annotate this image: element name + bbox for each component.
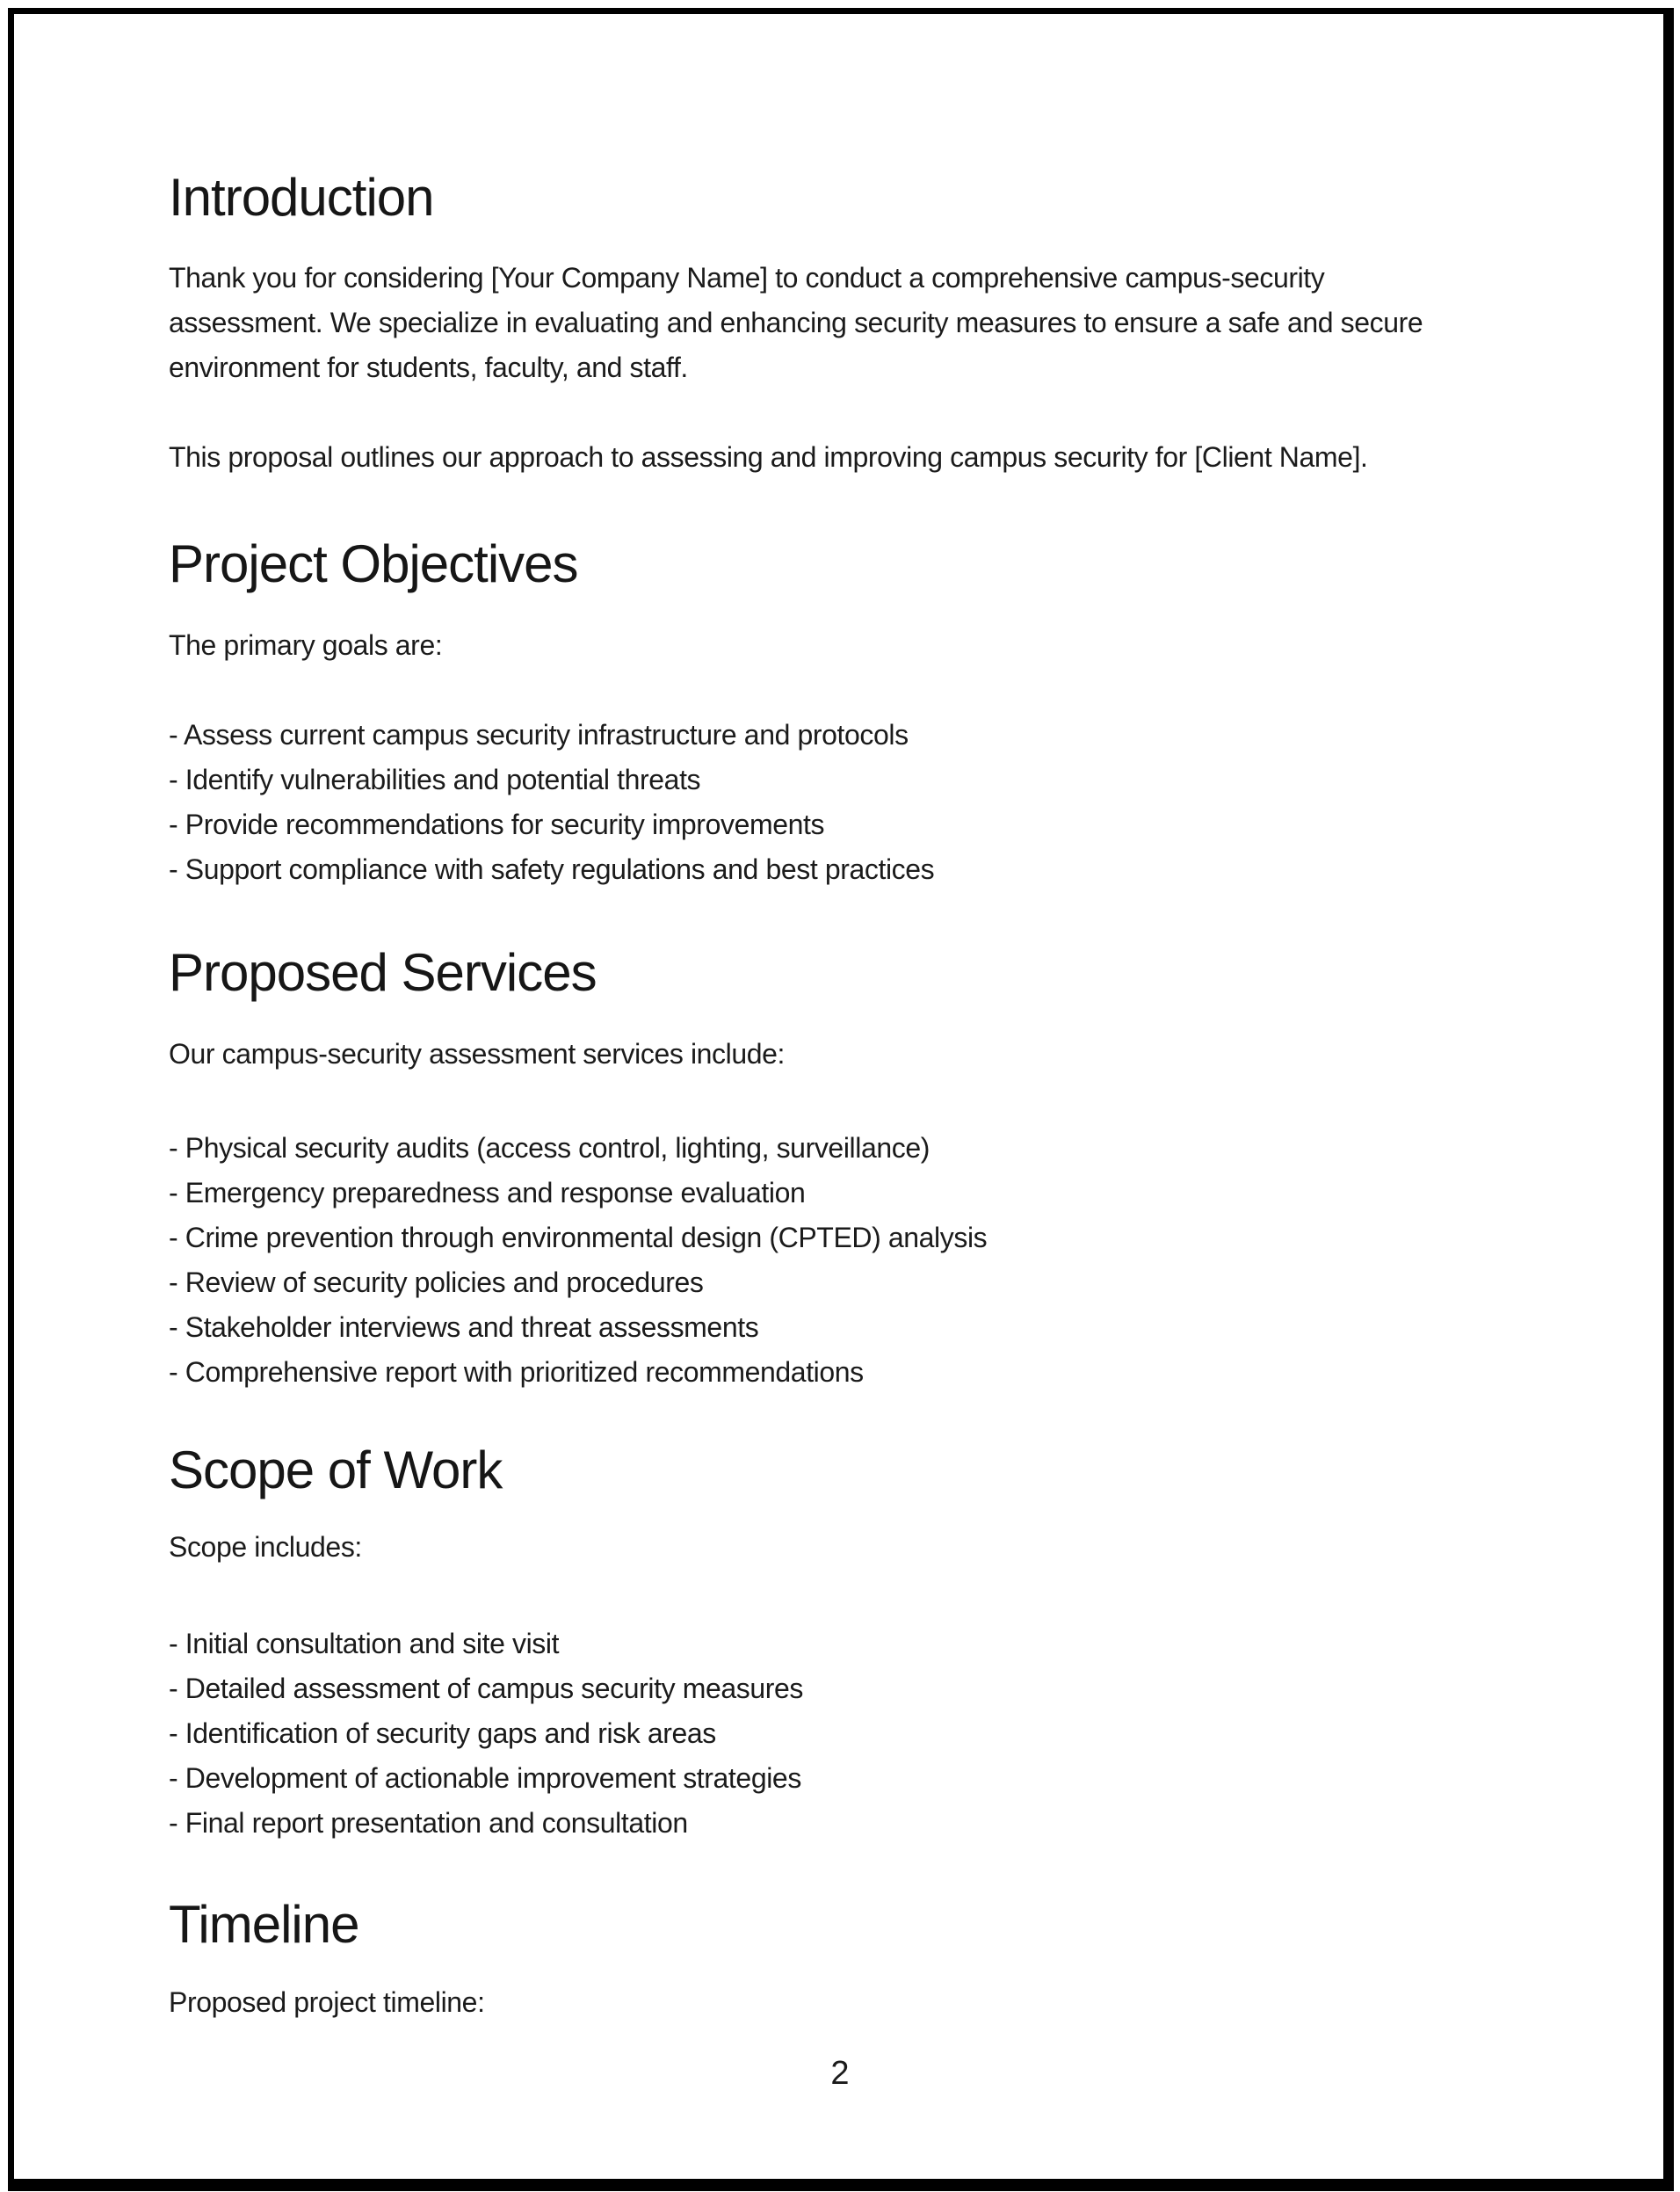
bullet-item: - Physical security audits (access control, lighting, surveillance) [169,1132,930,1164]
introduction-paragraph-1 [169,256,1511,390]
bullet-item: - Stakeholder interviews and threat assessments [169,1311,759,1343]
bullet-item: - Comprehensive report with prioritized recommendations [169,1356,864,1388]
section-heading-project-objectives: Project Objectives [169,534,578,593]
bullet-item: - Crime prevention through environmental design (CPTED) analysis [169,1222,988,1253]
section-heading-introduction: Introduction [169,168,434,227]
scope-of-work-list [169,1622,1511,1846]
proposed-services-list [169,1126,1511,1395]
bullet-item: - Emergency preparedness and response evaluation [169,1177,806,1209]
bullet-item: - Review of security policies and procedures [169,1267,704,1298]
bullet-item: - Initial consultation and site visit [169,1628,560,1659]
scope-of-work-intro: Scope includes: [169,1531,362,1563]
bullet-item: - Provide recommendations for security improvements [169,809,825,840]
paragraph-line: Thank you for considering [Your Company Name] to conduct a comprehensive campus-security [169,262,1325,294]
project-objectives-intro: The primary goals are: [169,629,443,661]
section-heading-timeline: Timeline [169,1895,359,1954]
bullet-item: - Development of actionable improvement strategies [169,1762,801,1794]
bullet-item: - Identify vulnerabilities and potential threats [169,764,701,795]
timeline-intro: Proposed project timeline: [169,1986,485,2018]
page-number: 2 [830,2055,850,2092]
bullet-item: - Detailed assessment of campus security measures [169,1673,804,1704]
bullet-item: - Identification of security gaps and risk areas [169,1717,716,1749]
bullet-item: - Support compliance with safety regulations and best practices [169,853,935,885]
bullet-item: - Assess current campus security infrastructure and protocols [169,719,909,751]
proposed-services-intro: Our campus-security assessment services include: [169,1038,786,1070]
paragraph-line: environment for students, faculty, and staff. [169,352,688,383]
introduction-paragraph-2: This proposal outlines our approach to assessing and improving campus security for [Client Name]. [169,441,1368,473]
section-heading-proposed-services: Proposed Services [169,943,597,1002]
paragraph-line: assessment. We specialize in evaluating and enhancing security measures to ensure a safe and secure [169,307,1423,338]
section-heading-scope-of-work: Scope of Work [169,1441,503,1499]
project-objectives-list [169,713,1511,892]
bullet-item: - Final report presentation and consultation [169,1807,688,1839]
